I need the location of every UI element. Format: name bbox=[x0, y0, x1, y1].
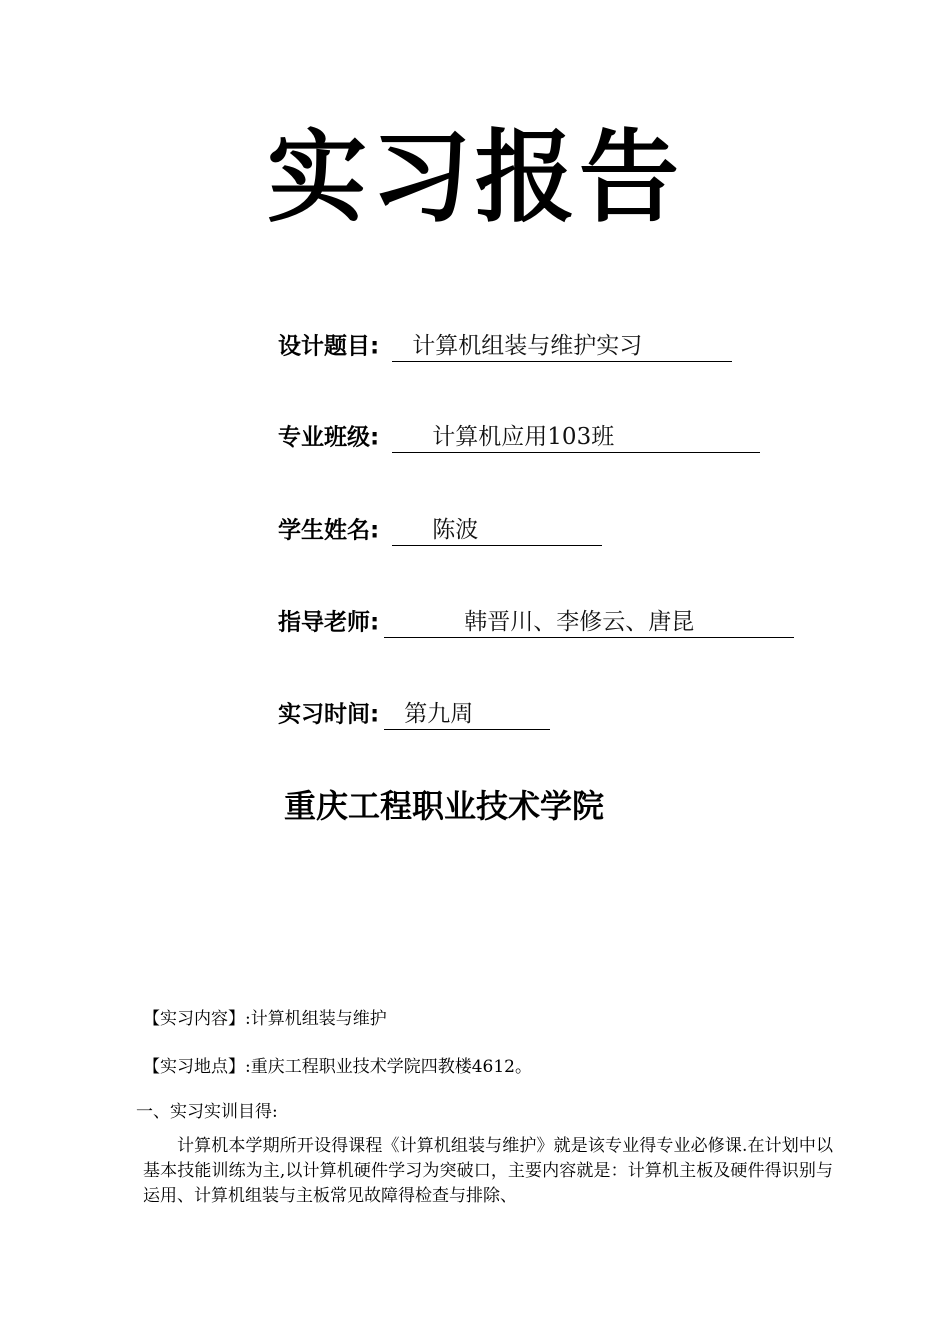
field-time bbox=[278, 694, 550, 734]
section-paragraph: 计算机本学期所开设得课程《计算机组装与维护》就是该专业得专业必修课.在计划中以基本技能训练为主,以计算机硬件学习为突破口，主要内容就是：计算机主板及硬件得识别与运用、计算机组装与主板常见故障得检查与排除、 bbox=[143, 1136, 833, 1206]
field-advisor-value: 韩晋川、李修云、唐昆 bbox=[384, 607, 794, 638]
field-topic-value: 计算机组装与维护实习 bbox=[392, 331, 732, 362]
field-advisor-label: 指导老师: bbox=[278, 609, 380, 636]
info-content: 【实习内容】:计算机组装与维护 bbox=[143, 1009, 387, 1029]
field-time-label: 实习时间: bbox=[278, 701, 380, 728]
field-class bbox=[278, 417, 760, 457]
field-student-value: 陈波 bbox=[392, 515, 602, 546]
field-topic bbox=[278, 326, 732, 366]
report-title: 实习报告 bbox=[267, 119, 683, 236]
field-student-label: 学生姓名: bbox=[278, 517, 380, 544]
field-class-value: 计算机应用103班 bbox=[392, 422, 760, 453]
field-class-label: 专业班级: bbox=[278, 424, 380, 451]
field-time-value: 第九周 bbox=[384, 699, 550, 730]
info-location: 【实习地点】:重庆工程职业技术学院四教楼4612。 bbox=[143, 1057, 532, 1077]
school-name: 重庆工程职业技术学院 bbox=[284, 787, 605, 825]
field-topic-label: 设计题目: bbox=[278, 333, 380, 360]
field-student bbox=[278, 510, 602, 550]
section-heading: 一、实习实训目得: bbox=[136, 1102, 278, 1122]
field-advisor bbox=[278, 602, 794, 642]
